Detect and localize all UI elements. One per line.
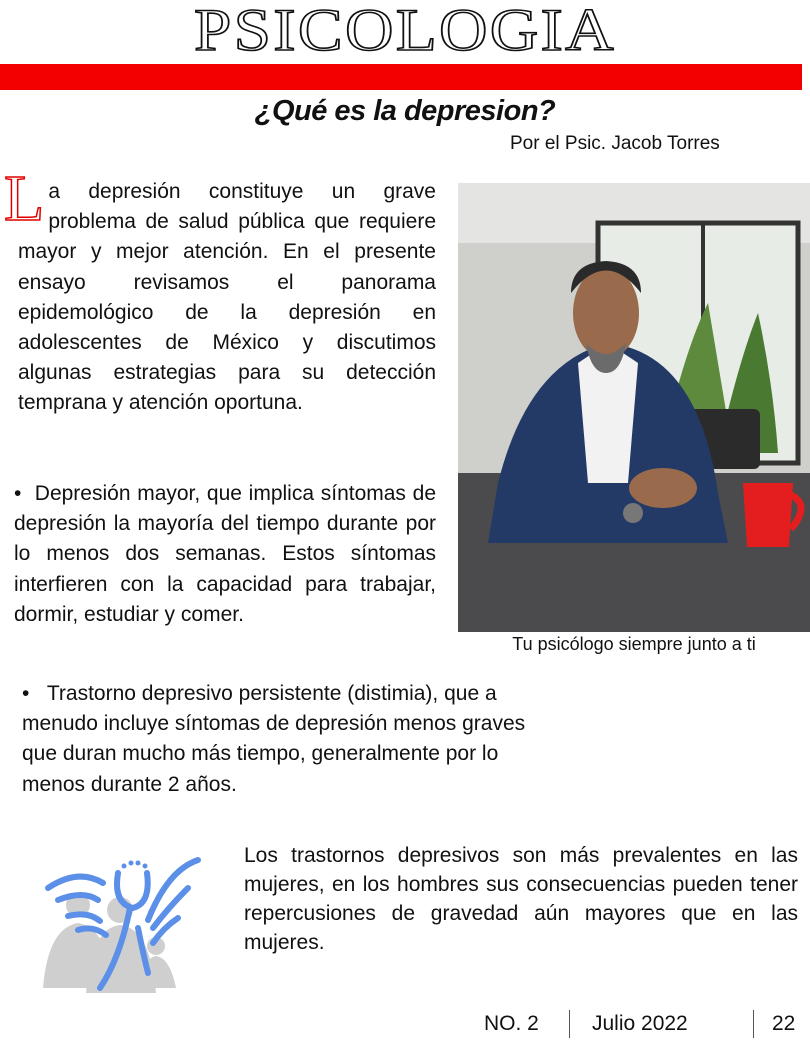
red-banner-bar xyxy=(0,64,802,90)
angel-family-logo xyxy=(38,848,210,998)
intro-text: a depresión constituye un grave problema de salud pública que requiere mayor y mejor atención. En el presente ensayo revisamos el panorama epidemológico de la depresión en adolescentes de México y discutimos algunas estrategias para su detección temprana y atención oportuna. xyxy=(18,180,436,415)
bullet-text: Trastorno depresivo persistente (distimia), que a menudo incluye síntomas de depresión menos graves que duran mucho más tiempo, generalmente por lo menos durante 2 años. xyxy=(22,682,526,796)
issue-date: Julio 2022 xyxy=(592,1012,688,1035)
intro-paragraph xyxy=(4,162,436,419)
bullet-item xyxy=(14,479,436,630)
article-title: ¿Qué es la depresion? xyxy=(254,95,556,127)
psychologist-photo xyxy=(458,183,810,632)
photo-caption: Tu psicólogo siempre junto a ti xyxy=(512,634,756,654)
footer-divider xyxy=(569,1010,570,1038)
closing-paragraph: Los trastornos depresivos son más prevalentes en las mujeres, en los hombres sus consecuencias pueden tener repercusiones de gravedad aún mayores que en las mujeres. xyxy=(244,844,798,954)
bullet-item xyxy=(22,679,548,800)
drop-cap: L xyxy=(4,162,45,235)
masthead: PSICOLOGIA xyxy=(194,0,616,63)
bullet-marker: • xyxy=(14,482,22,505)
page-footer xyxy=(0,1010,810,1040)
page-number: 22 xyxy=(772,1012,796,1035)
byline: Por el Psic. Jacob Torres xyxy=(510,133,720,154)
bullet-marker: • xyxy=(22,682,30,705)
footer-divider xyxy=(753,1010,754,1038)
bullet-text: Depresión mayor, que implica síntomas de depresión la mayoría del tiempo durante por lo menos dos semanas. Estos síntomas interfieren con la capacidad para trabajar, dormir, estudiar y comer. xyxy=(14,482,437,626)
issue-number: NO. 2 xyxy=(484,1012,539,1035)
